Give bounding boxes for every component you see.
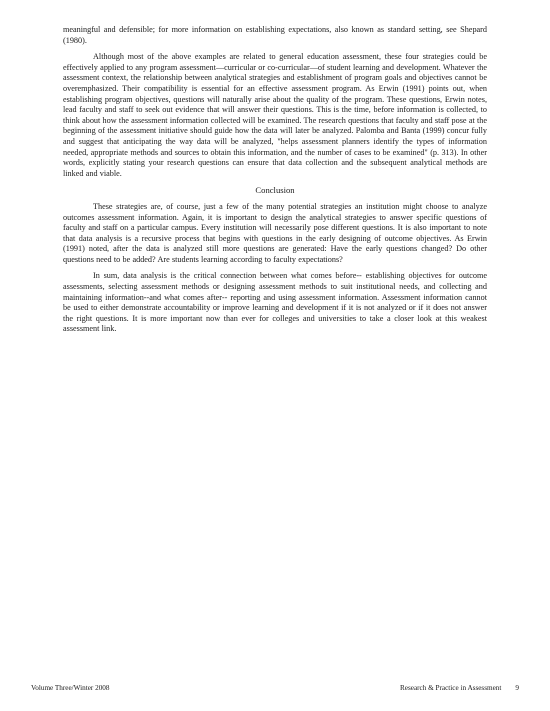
page-body	[63, 25, 487, 341]
paragraph: In sum, data analysis is the critical connection between what comes before-- establishing objectives for outcome assessments, selecting assessment methods or designing assessment methods to suit institutional needs, and collecting and maintaining information--and what comes after-- reporting and using assessment information. Assessment information cannot be used to either demonstrate accountability or improve learning and development if it is not analyzed or if it does not answer the right questions. It is more important now than ever for colleges and universities to take a closer look at this weakest assessment link.	[63, 271, 487, 334]
section-heading-conclusion: Conclusion	[255, 185, 295, 196]
footer-page-number: 9	[515, 684, 519, 692]
footer-volume: Volume Three/Winter 2008	[31, 684, 110, 692]
paragraph: These strategies are, of course, just a few of the many potential strategies an institution might choose to analyze outcomes assessment information. Again, it is important to design the analytical strategies to answer specific questions of faculty and staff on a particular campus. Every institution will necessarily pose different questions. It is also important to note that data analysis is a recursive process that begins with questions in the early designing of outcome objectives. As Erwin (1991) noted, after the data is analyzed still more questions are generated: Have the early questions changed? Do other questions need to be added? Are students learning according to faculty expectations?	[63, 201, 487, 264]
footer-journal-title: Research & Practice in Assessment	[400, 684, 502, 692]
paragraph: Although most of the above examples are related to general education assessment, these four strategies could be effectively applied to any program assessment—curricular or co-curricular—of student learning and development. Whatever the assessment context, the relationship between analytical strategies and establishment of program goals and objectives cannot be overemphasized. Their compatibility is essential for an effective assessment program. As Erwin (1991) points out, when establishing program objectives, questions will naturally arise about the quality of the program. These questions, Erwin notes, lead faculty and staff to seek out evidence that will answer their questions. This is the time, before information is collected, to think about how the assessment information collected will be examined. The research questions that faculty and staff pose at the beginning of the assessment initiative should guide how the data will later be analyzed. Palomba and Banta (1999) concur fully and suggest that anticipating the way data will be analyzed, "helps assessment planners identify the types of information needed, appropriate methods and sources to obtain this information, and the number of cases to be examined" (p. 313). In other words, explicitly stating your research questions can ensure that data collection and the subsequent analytical methods are linked and viable.	[63, 52, 487, 178]
page-footer	[31, 684, 519, 693]
footer-right	[400, 684, 519, 693]
paragraph-continued: meaningful and defensible; for more information on establishing expectations, also known as standard setting, see Shepard (1980).	[63, 25, 487, 45]
